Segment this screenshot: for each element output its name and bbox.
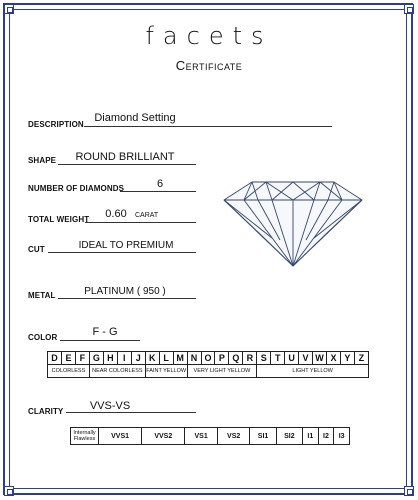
color-grade-cell: D [48, 352, 62, 365]
weight-label: TOTAL WEIGHT [28, 215, 90, 224]
color-grade-cell: W [313, 352, 327, 365]
cut-underline [48, 252, 196, 253]
shape-underline [58, 164, 196, 165]
clarity-grade-cell: SI2 [276, 428, 302, 445]
color-label: COLOR [28, 333, 58, 342]
color-grade-cell: E [61, 352, 75, 365]
clarity-grade-cell: VS2 [217, 428, 250, 445]
description-value: Diamond Setting [94, 112, 176, 124]
corner-ornament [404, 486, 414, 496]
brand-title: facets [145, 22, 273, 50]
certificate-heading: Certificate [175, 58, 243, 73]
color-grade-cell: H [103, 352, 117, 365]
metal-label: METAL [28, 291, 56, 300]
color-letters-row [48, 352, 369, 365]
clarity-grade-cell: I2 [318, 428, 334, 445]
color-grade-cell: T [271, 352, 285, 365]
color-grade-cell: R [243, 352, 257, 365]
color-grade-cell: Q [229, 352, 243, 365]
clarity-grade-cell: VS1 [185, 428, 218, 445]
clarity-grade-cell: Internally Flawless [71, 428, 99, 445]
color-grade-cell: Z [354, 352, 368, 365]
diamond-illustration [222, 178, 364, 268]
color-grade-cell: U [285, 352, 299, 365]
clarity-underline [66, 412, 196, 413]
shape-label: SHAPE [28, 156, 57, 165]
color-grade-cell: N [187, 352, 201, 365]
color-grade-cell: I [117, 352, 131, 365]
cut-value: IDEAL TO PREMIUM [78, 240, 174, 251]
color-grade-cell: G [89, 352, 103, 365]
color-scale-table [47, 351, 369, 378]
color-group-cell: FAINT YELLOW [145, 365, 187, 378]
clarity-value: VVS-VS [89, 400, 131, 412]
number-underline [120, 191, 196, 192]
corner-ornament [404, 4, 414, 14]
clarity-grade-cell: I1 [303, 428, 319, 445]
color-grade-cell: F [75, 352, 89, 365]
clarity-grades-row [71, 428, 350, 445]
description-underline [84, 126, 332, 127]
color-grade-cell: O [201, 352, 215, 365]
color-grade-cell: K [145, 352, 159, 365]
color-underline [60, 340, 140, 341]
color-grade-cell: S [257, 352, 271, 365]
shape-value: ROUND BRILLIANT [75, 151, 175, 163]
color-group-cell: COLORLESS [48, 365, 90, 378]
number-label: NUMBER OF DIAMONDS [28, 184, 125, 193]
color-grade-cell: X [326, 352, 340, 365]
color-group-cell: NEAR COLORLESS [89, 365, 145, 378]
metal-value: PLATINUM ( 950 ) [84, 286, 166, 297]
color-groups-row [48, 365, 369, 378]
color-group-cell: VERY LIGHT YELLOW [187, 365, 257, 378]
color-grade-cell: V [299, 352, 313, 365]
clarity-scale-table [70, 427, 350, 445]
clarity-grade-cell: I3 [334, 428, 350, 445]
color-value: F - G [92, 326, 118, 338]
corner-ornament [4, 4, 14, 14]
color-grade-cell: M [173, 352, 187, 365]
clarity-label: CLARITY [28, 407, 64, 416]
metal-underline [58, 298, 196, 299]
color-grade-cell: Y [340, 352, 354, 365]
clarity-grade-cell: VVS1 [99, 428, 142, 445]
description-label: DESCRIPTION [28, 120, 84, 129]
color-grade-cell: L [159, 352, 173, 365]
clarity-grade-cell: SI1 [250, 428, 276, 445]
color-grade-cell: J [131, 352, 145, 365]
weight-unit: CARAT [135, 212, 159, 219]
number-value: 6 [156, 178, 164, 190]
weight-value: 0.60 [105, 208, 127, 220]
cut-label: CUT [28, 245, 45, 254]
color-group-cell: LIGHT YELLOW [257, 365, 369, 378]
clarity-grade-cell: VVS2 [142, 428, 185, 445]
color-grade-cell: P [215, 352, 229, 365]
weight-underline [85, 222, 196, 223]
corner-ornament [4, 486, 14, 496]
